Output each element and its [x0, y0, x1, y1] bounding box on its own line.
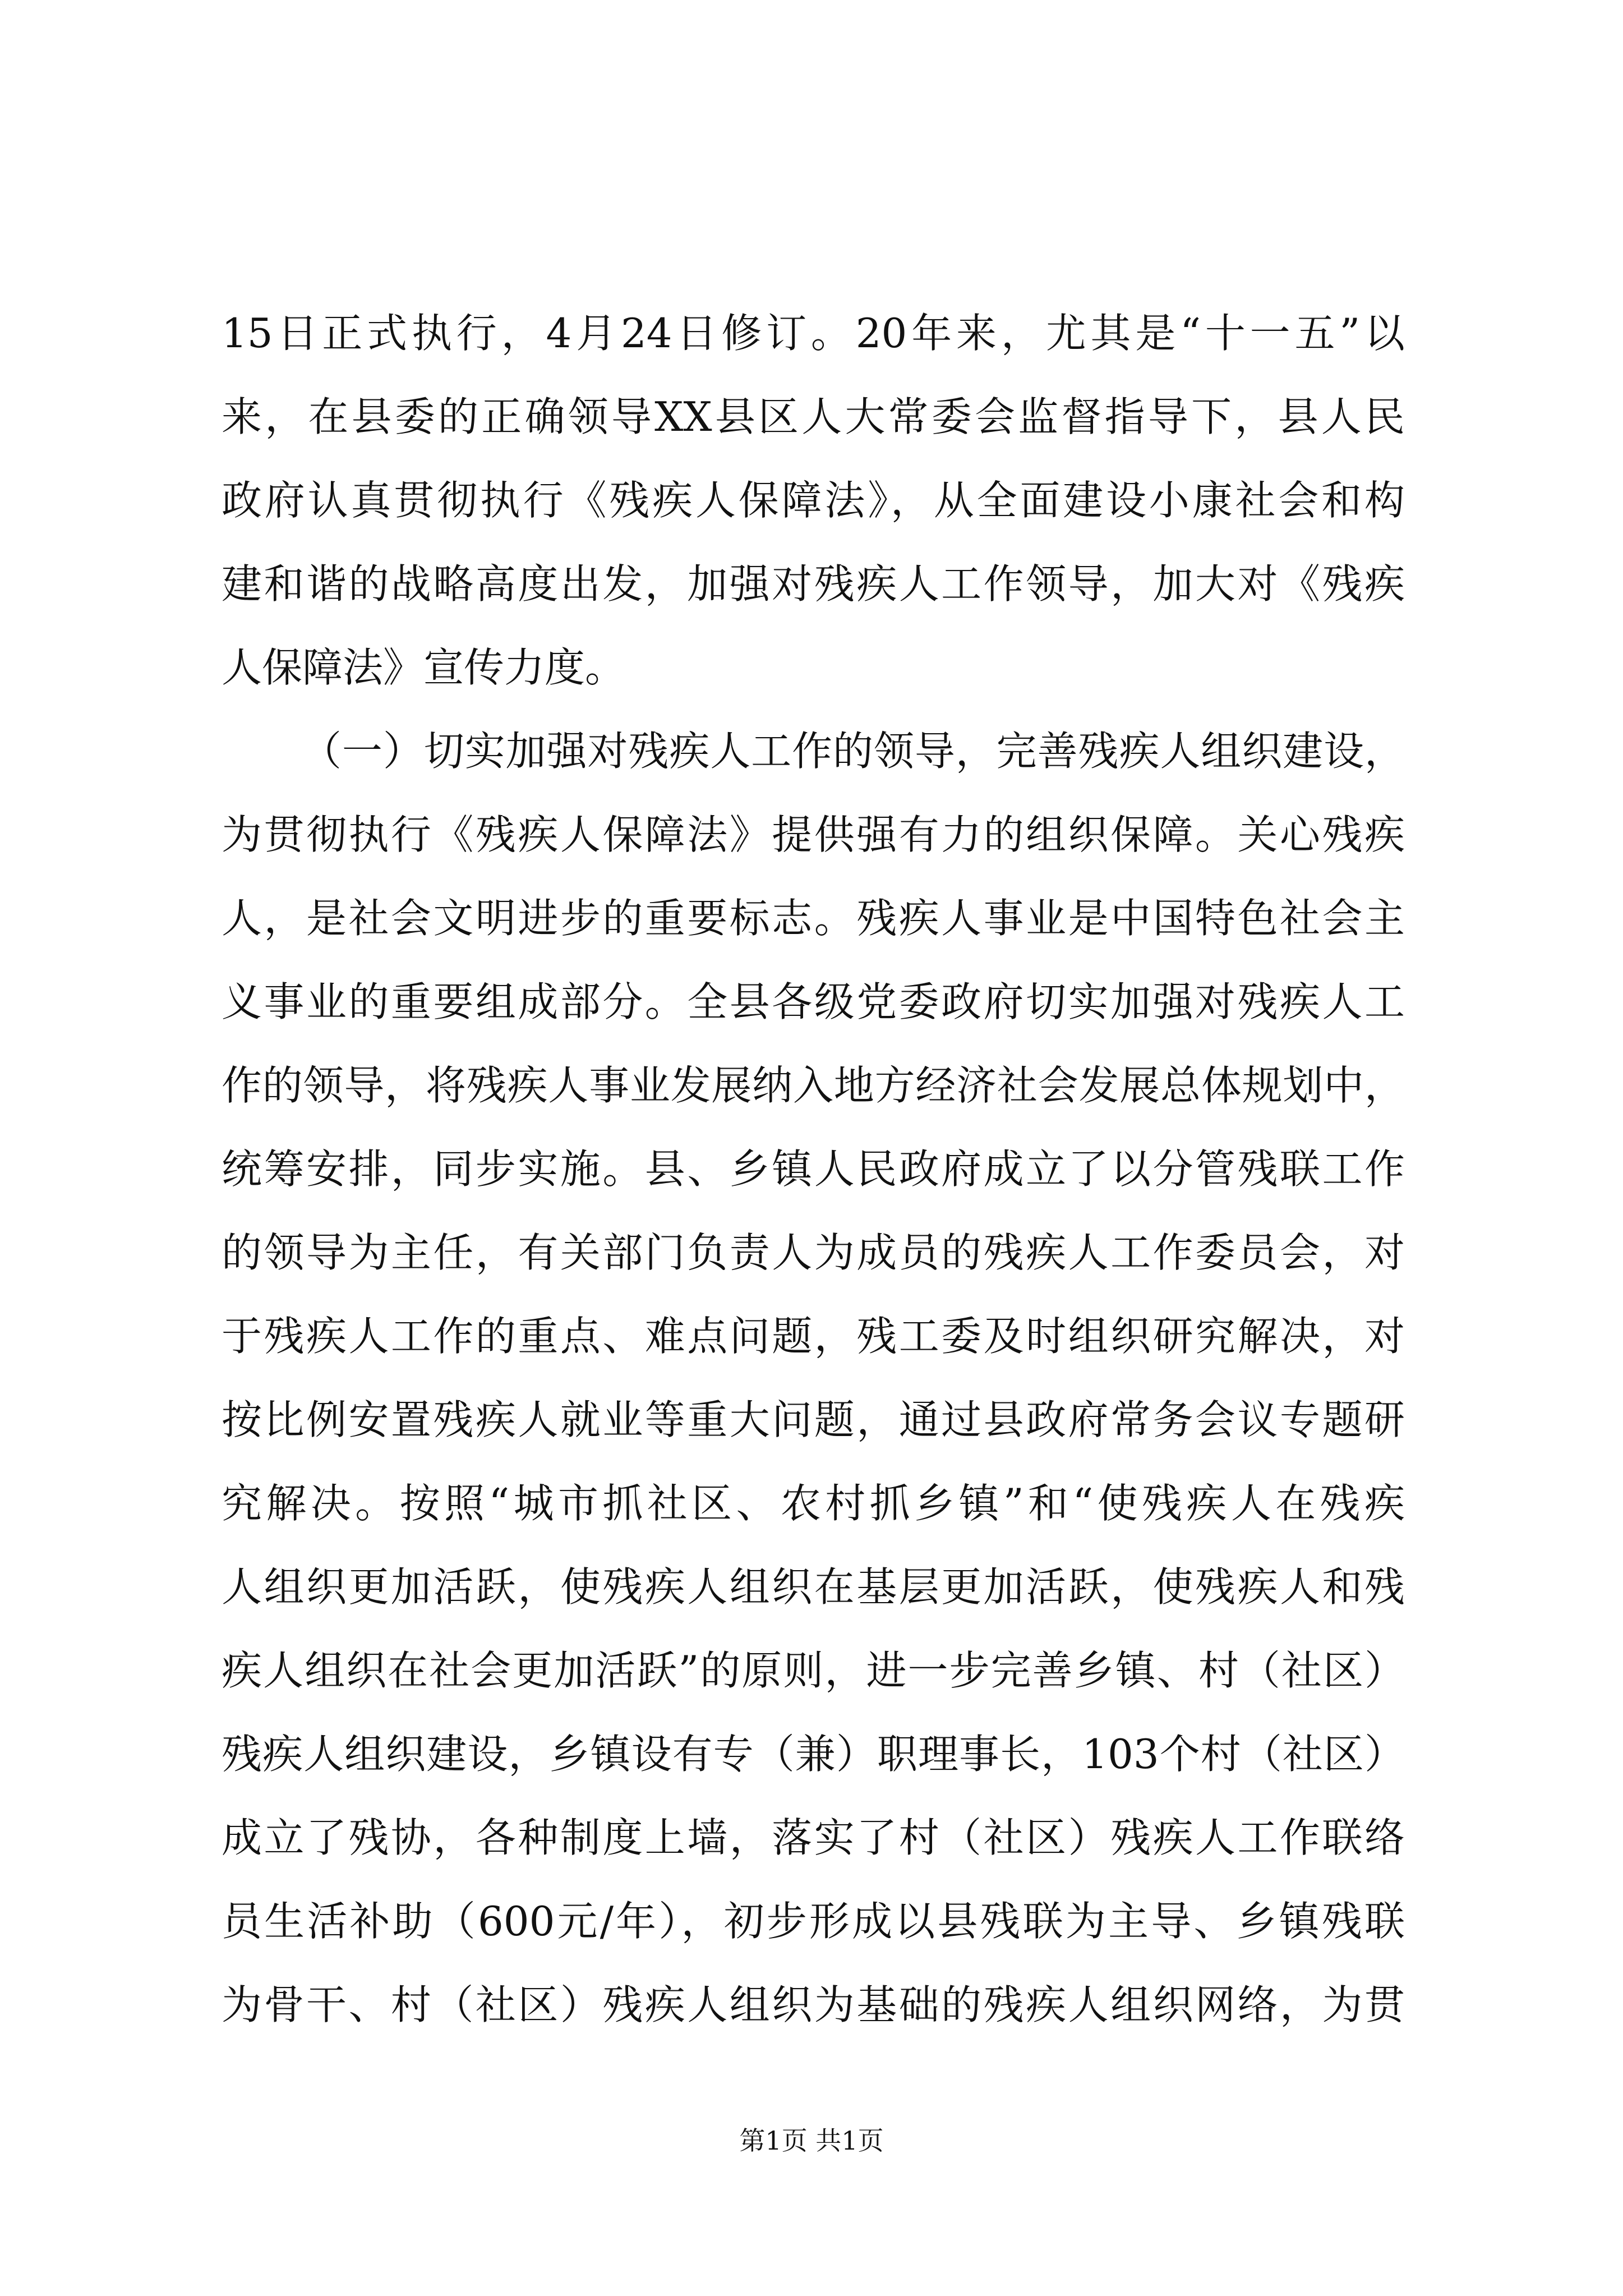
text-line: 为骨干、村（社区）残疾人组织为基础的残疾人组织网络，为贯	[222, 1981, 1405, 2028]
text-line: 成立了残协，各种制度上墙，落实了村（社区）残疾人工作联络	[222, 1814, 1405, 1861]
text-line: 义事业的重要组成部分。全县各级党委政府切实加强对残疾人工	[222, 978, 1405, 1025]
paragraph-2	[222, 710, 1405, 2047]
text-line: 15日正式执行，4月24日修订。20年来，尤其是“十一五”以	[222, 310, 1405, 357]
text-line: 统筹安排，同步实施。县、乡镇人民政府成立了以分管残联工作	[222, 1145, 1405, 1193]
text-line: 人，是社会文明进步的重要标志。残疾人事业是中国特色社会主	[222, 895, 1405, 942]
text-line: 作的领导，将残疾人事业发展纳入地方经济社会发展总体规划中，	[222, 1062, 1405, 1109]
text-line: 疾人组织在社会更加活跃”的原则，进一步完善乡镇、村（社区）	[222, 1647, 1405, 1694]
text-line: 为贯彻执行《残疾人保障法》提供强有力的组织保障。关心残疾	[222, 811, 1405, 858]
paragraph-1	[222, 292, 1405, 710]
text-line: 人组织更加活跃，使残疾人组织在基层更加活跃，使残疾人和残	[222, 1563, 1405, 1611]
text-line: 政府认真贯彻执行《残疾人保障法》，从全面建设小康社会和构	[222, 477, 1405, 524]
text-line: 建和谐的战略高度出发，加强对残疾人工作领导，加大对《残疾	[222, 560, 1405, 608]
document-body	[222, 292, 1405, 2047]
text-line: 的领导为主任，有关部门负责人为成员的残疾人工作委员会，对	[222, 1229, 1405, 1276]
text-line: 人保障法》宣传力度。	[222, 644, 626, 691]
text-line: 于残疾人工作的重点、难点问题，残工委及时组织研究解决，对	[222, 1313, 1405, 1360]
page-footer: 第1页 共1页	[739, 2125, 884, 2156]
text-line: 员生活补助（600元/年），初步形成以县残联为主导、乡镇残联	[222, 1898, 1405, 1945]
text-line: 按比例安置残疾人就业等重大问题，通过县政府常务会议专题研	[222, 1396, 1405, 1443]
text-line: 残疾人组织建设，乡镇设有专（兼）职理事长，103个村（社区）	[222, 1731, 1405, 1778]
text-line: 究解决。按照“城市抓社区、农村抓乡镇”和“使残疾人在残疾	[222, 1480, 1405, 1527]
text-line: 来，在县委的正确领导XX县区人大常委会监督指导下，县人民	[222, 393, 1405, 440]
text-line: （一）切实加强对残疾人工作的领导，完善残疾人组织建设，	[301, 728, 1405, 775]
